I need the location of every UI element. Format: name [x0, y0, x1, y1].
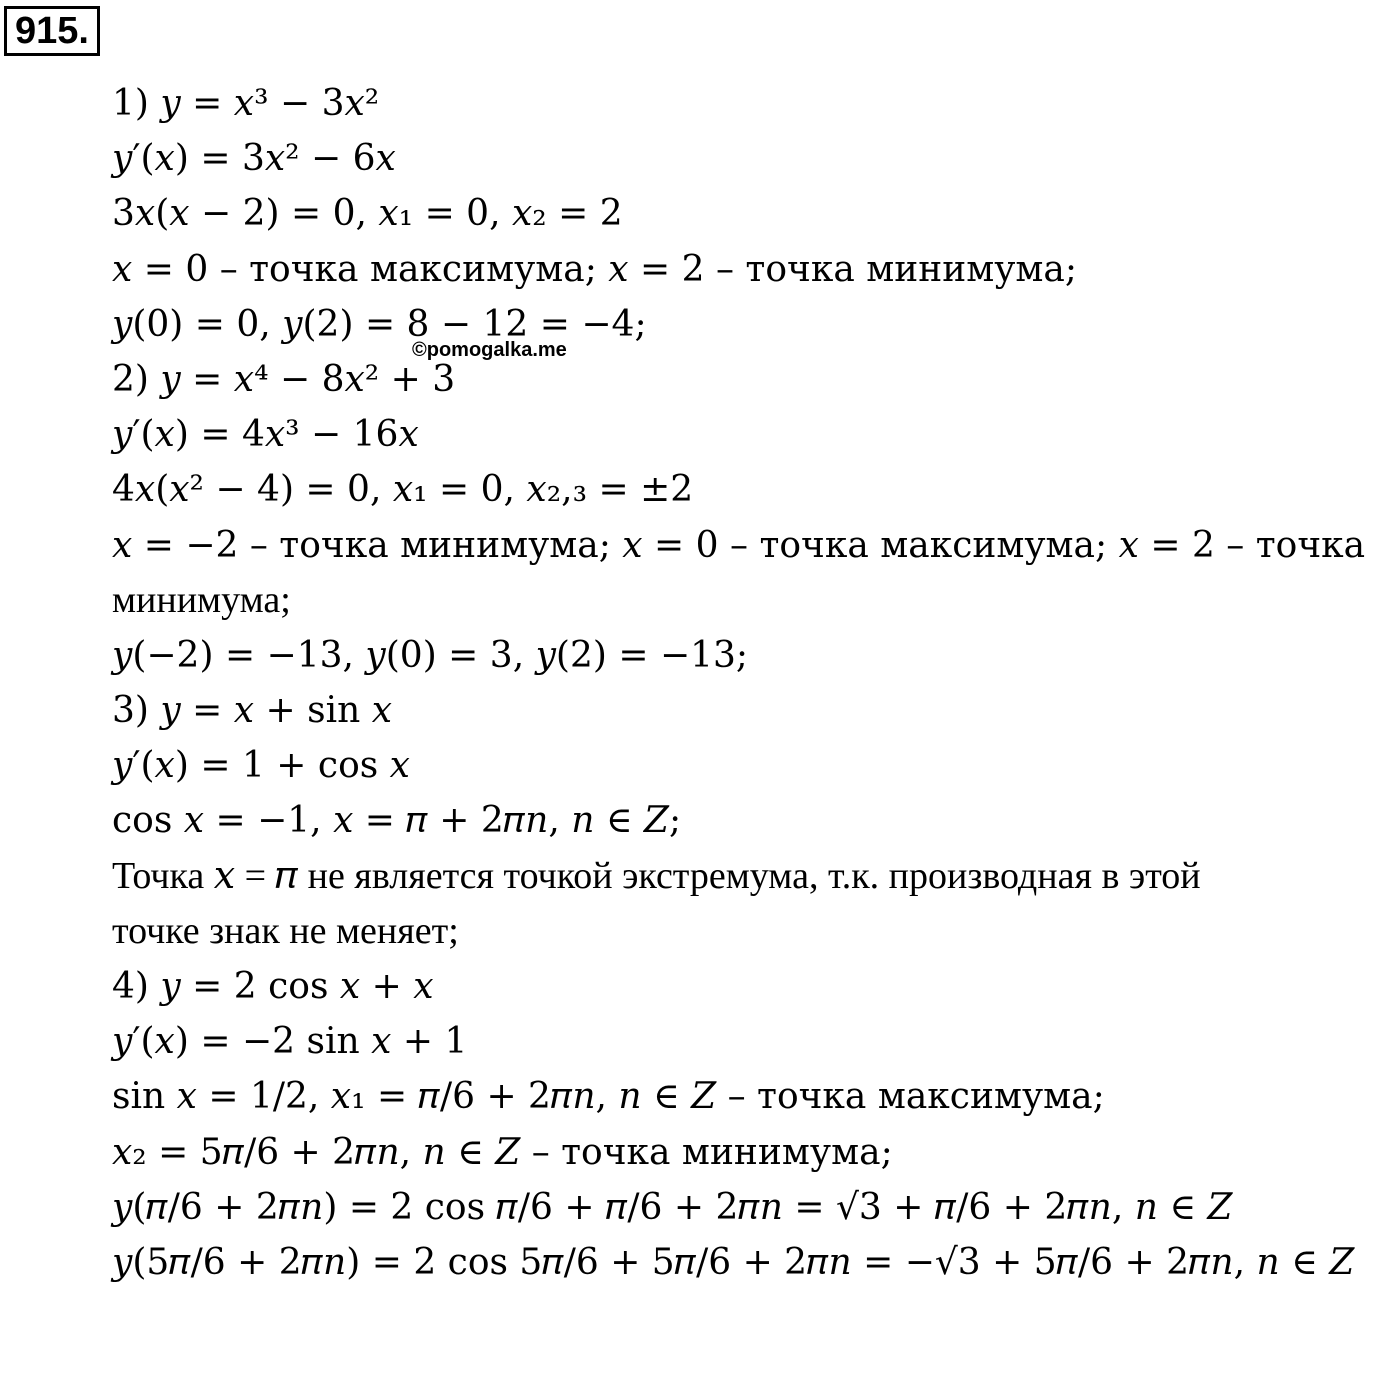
- solution-line: 𝑦(5𝜋/6 + 2𝜋𝑛) = 2 cos 5𝜋/6 + 5𝜋/6 + 2𝜋𝑛 = −√3 + 5𝜋/6 + 2𝜋𝑛, 𝑛 ∈ 𝑍: [112, 1241, 1355, 1283]
- solution-line: 4) 𝑦 = 2 cos 𝑥 + 𝑥: [112, 966, 434, 1007]
- solution-line: минимума;: [112, 578, 291, 621]
- problem-number: 915.: [4, 6, 100, 56]
- solution-line: 3) 𝑦 = 𝑥 + sin 𝑥: [112, 690, 393, 732]
- solution-line: 𝑦′(𝑥) = 1 + cos 𝑥: [112, 745, 410, 787]
- solution-lines: [112, 76, 1397, 1290]
- solution-line: 3𝑥(𝑥 − 2) = 0, 𝑥₁ = 0, 𝑥₂ = 2: [112, 193, 623, 235]
- solution-line: Точка 𝑥 = 𝜋 не является точкой экстремума, т.к. производная в этой: [112, 854, 1201, 897]
- solution-line: 𝑦′(𝑥) = 4𝑥³ − 16𝑥: [112, 414, 419, 456]
- solution-line: sin 𝑥 = 1/2, 𝑥₁ = 𝜋/6 + 2𝜋𝑛, 𝑛 ∈ 𝑍 – точка максимума;: [112, 1076, 1105, 1118]
- solution-line: cos 𝑥 = −1, 𝑥 = 𝜋 + 2𝜋𝑛, 𝑛 ∈ 𝑍;: [112, 800, 682, 842]
- solution-line: 𝑦′(𝑥) = 3𝑥² − 6𝑥: [112, 138, 396, 180]
- solution-line: 𝑥₂ = 5𝜋/6 + 2𝜋𝑛, 𝑛 ∈ 𝑍 – точка минимума;: [112, 1131, 893, 1173]
- solution-line: 𝑦(𝜋/6 + 2𝜋𝑛) = 2 cos 𝜋/6 + 𝜋/6 + 2𝜋𝑛 = √3 + 𝜋/6 + 2𝜋𝑛, 𝑛 ∈ 𝑍: [112, 1186, 1233, 1228]
- solution-line: 𝑦(0) = 0, 𝑦(2) = 8 − 12 = −4;: [112, 303, 647, 345]
- watermark: ©pomogalka.me: [412, 339, 567, 361]
- solution-line: 𝑦′(𝑥) = −2 sin 𝑥 + 1: [112, 1021, 468, 1063]
- solution-line: 4𝑥(𝑥² − 4) = 0, 𝑥₁ = 0, 𝑥₂,₃ = ±2: [112, 469, 694, 511]
- solution-line: 𝑥 = 0 – точка максимума; 𝑥 = 2 – точка минимума;: [112, 248, 1077, 290]
- solution-line: 2) 𝑦 = 𝑥⁴ − 8𝑥² + 3: [112, 358, 456, 400]
- solution-line: 𝑥 = −2 – точка минимума; 𝑥 = 0 – точка максимума; 𝑥 = 2 – точка: [112, 524, 1366, 566]
- solution-line: 𝑦(−2) = −13, 𝑦(0) = 3, 𝑦(2) = −13;: [112, 634, 749, 676]
- solution-line: 1) 𝑦 = 𝑥³ − 3𝑥²: [112, 83, 380, 124]
- solution-line: точке знак не меняет;: [112, 909, 459, 952]
